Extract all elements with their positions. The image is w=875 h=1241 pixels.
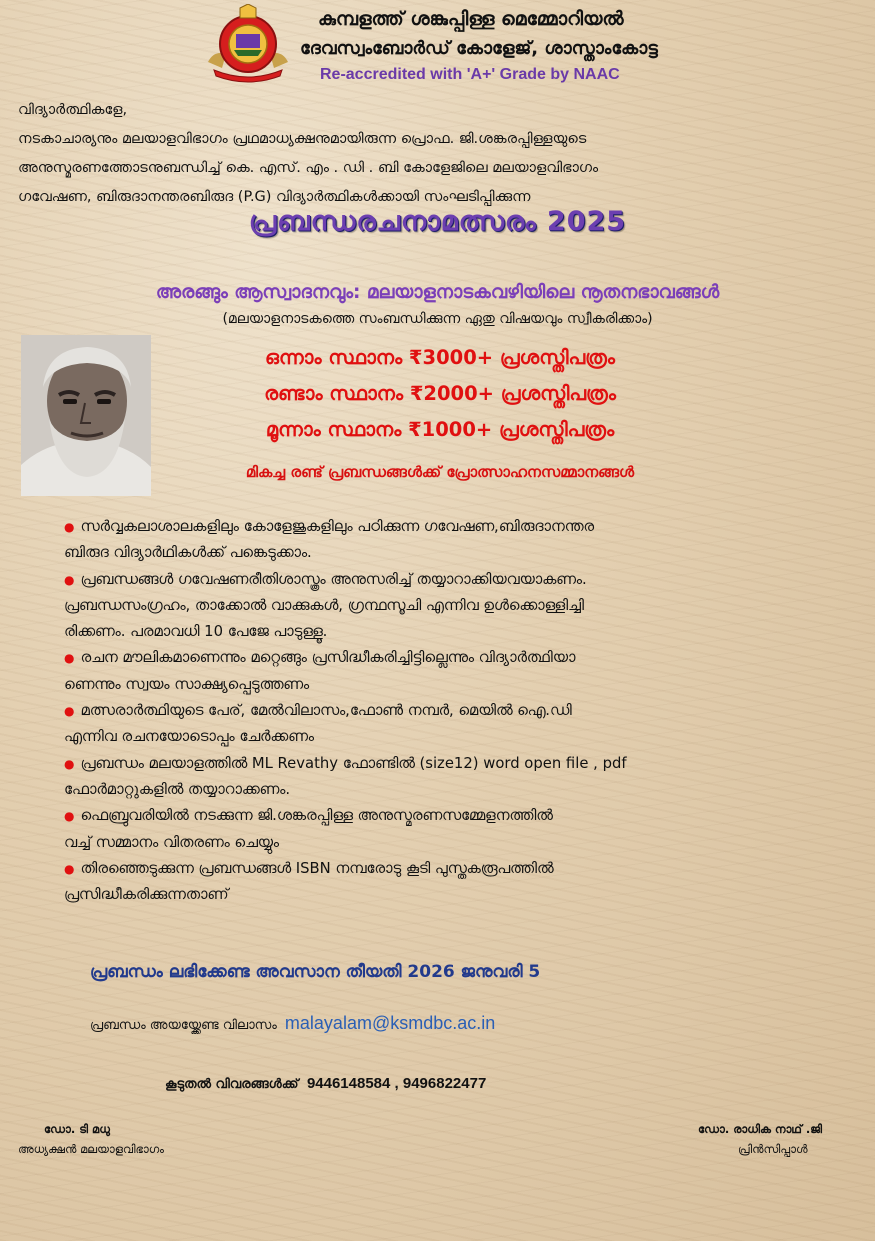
submission-deadline: പ്രബന്ധം ലഭിക്കേണ്ട അവസാന തീയതി 2026 ജനുവരി 5 <box>90 962 541 982</box>
intro-line: നടകാചാര്യനും മലയാളവിഭാഗം പ്രഥമാധ്യക്ഷനുമായിരുന്ന പ്രൊഫ. ജി.ശങ്കരപ്പിള്ളയുടെ <box>18 131 587 147</box>
submission-address <box>90 1013 495 1034</box>
rule-item-continuation: പ്രബന്ധസംഗ്രഹം, താക്കോൽ വാക്കുകൾ, ഗ്രന്ഥസൂചി എന്നിവ ഉൾക്കൊള്ളിച്ചി <box>64 596 584 614</box>
bullet-icon: ● <box>64 809 75 824</box>
rule-item-continuation: ബിരുദ വിദ്യാർഥികൾക്ക് പങ്കെടുക്കാം. <box>64 544 312 562</box>
principal-role: പ്രിൻസിപ്പാൾ <box>738 1142 808 1156</box>
essay-topic-note: (മലയാളനാടകത്തെ സംബന്ധിക്കുന്ന ഏതു വിഷയവും സ്വീകരിക്കാം) <box>222 311 653 327</box>
college-logo <box>200 4 296 84</box>
hod-role: അധ്യക്ഷൻ മലയാളവിഭാഗം <box>18 1142 165 1156</box>
bullet-icon: ● <box>64 704 75 719</box>
college-name-line2: ദേവസ്വംബോർഡ് കോളേജ്, ശാസ്താംകോട്ട <box>300 38 658 59</box>
rules-list <box>64 514 824 908</box>
intro-line: ഗവേഷണ, ബിരുദാനന്തരബിരുദ (P.G) വിദ്യാർത്ഥികൾക്കായി സംഘടിപ്പിക്കുന്ന <box>18 189 531 205</box>
rule-item-continuation: പ്രസിദ്ധീകരിക്കുന്നതാണ് <box>64 886 229 904</box>
rule-item: ● സർവ്വകലാശാലകളിലും കോളേജുകളിലും പഠിക്കുന്ന ഗവേഷണ,ബിരുദാനന്തര <box>64 518 594 535</box>
rule-item: ● പ്രബന്ധം മലയാളത്തിൽ ML Revathy ഫോണ്ടിൽ (size12) word open file , pdf <box>64 754 627 772</box>
rule-item-continuation: വച്ച് സമ്മാനം വിതരണം ചെയ്യും <box>64 833 280 851</box>
email-link[interactable]: malayalam@ksmdbc.ac.in <box>284 1013 496 1033</box>
rule-item-continuation: ണെന്നും സ്വയം സാക്ഷ്യപ്പെടുത്തണം <box>64 675 310 693</box>
bullet-icon: ● <box>64 520 75 534</box>
rule-item-continuation: രിക്കണം. പരമാവധി 10 പേജേ പാടുള്ളൂ. <box>64 623 328 641</box>
consolation-prizes: മികച്ച രണ്ട് പ്രബന്ധങ്ങൾക്ക് പ്രോത്സാഹനസമ്മാനങ്ങൾ <box>245 463 635 481</box>
rule-item-continuation: ഫോർമാറ്റുകളിൽ തയ്യാറാക്കണം. <box>64 780 291 798</box>
rule-item: ● രചന മൗലികമാണെന്നും മറ്റെങ്ങും പ്രസിദ്ധീകരിച്ചിട്ടില്ലെന്നും വിദ്യാർത്ഥിയാ <box>64 649 576 667</box>
college-name-line1: കുമ്പളത്ത് ശങ്കുപ്പിള്ള മെമ്മോറിയൽ <box>318 8 624 30</box>
competition-title: പ്രബന്ധരചനാമത്സരം 2025 <box>248 206 627 237</box>
rule-item: ● മത്സരാർത്ഥിയുടെ പേര്, മേൽവിലാസം,ഫോൺ നമ്പർ, മെയിൽ ഐ.ഡി <box>64 702 572 720</box>
third-prize: മൂന്നാം സ്ഥാനം ₹1000+ പ്രശസ്തിപത്രം <box>265 418 615 441</box>
accreditation-text: Re-accredited with 'A+' Grade by NAAC <box>320 66 620 83</box>
salutation: വിദ്യാർത്ഥികളേ, <box>18 102 128 118</box>
principal-name: ഡോ. രാധിക നാഥ് .ജി <box>698 1122 822 1136</box>
second-prize: രണ്ടാം സ്ഥാനം ₹2000+ പ്രശസ്തിപത്രം <box>264 382 616 405</box>
hod-name: ഡോ. ടി മധു <box>44 1122 110 1136</box>
rule-item: ● പ്രബന്ധങ്ങൾ ഗവേഷണരീതിശാസ്ത്രം അനുസരിച്ച് തയ്യാറാക്കിയവയാകണം. <box>64 570 587 588</box>
bullet-icon: ● <box>64 651 75 666</box>
rule-item: ● ഫെബ്രുവരിയിൽ നടക്കുന്ന ജി.ശങ്കരപ്പിള്ള അനുസ്മരണസമ്മേളനത്തിൽ <box>64 807 553 825</box>
contact-info <box>165 1075 486 1092</box>
bullet-icon: ● <box>64 756 75 771</box>
bullet-icon: ● <box>64 861 75 876</box>
intro-paragraph <box>18 96 858 212</box>
portrait-photo <box>21 335 151 496</box>
essay-topic: അരങ്ങും ആസ്വാദനവും: മലയാളനാടകവഴിയിലെ നൂതനഭാവങ്ങൾ <box>155 282 720 303</box>
contact-label: കൂടുതൽ വിവരങ്ങൾക്ക് <box>165 1077 299 1092</box>
address-label: പ്രബന്ധം അയയ്ക്കേണ്ട വിലാസം <box>90 1018 277 1033</box>
intro-line: അനുസ്മരണത്തോടനുബന്ധിച്ച് കെ. എസ്. എം . ഡി . ബി കോളേജിലെ മലയാളവിഭാഗം <box>18 160 599 176</box>
first-prize: ഒന്നാം സ്ഥാനം ₹3000+ പ്രശസ്തിപത്രം <box>265 346 615 369</box>
rule-item-continuation: എന്നിവ രചനയോടൊപ്പം ചേർക്കണം <box>64 728 314 746</box>
rule-item: ● തിരഞ്ഞെടുക്കുന്ന പ്രബന്ധങ്ങൾ ISBN നമ്പരോടു കൂടി പുസ്തകരൂപത്തിൽ <box>64 859 554 877</box>
bullet-icon: ● <box>64 572 75 587</box>
contact-phones: 9446148584 , 9496822477 <box>306 1075 487 1092</box>
